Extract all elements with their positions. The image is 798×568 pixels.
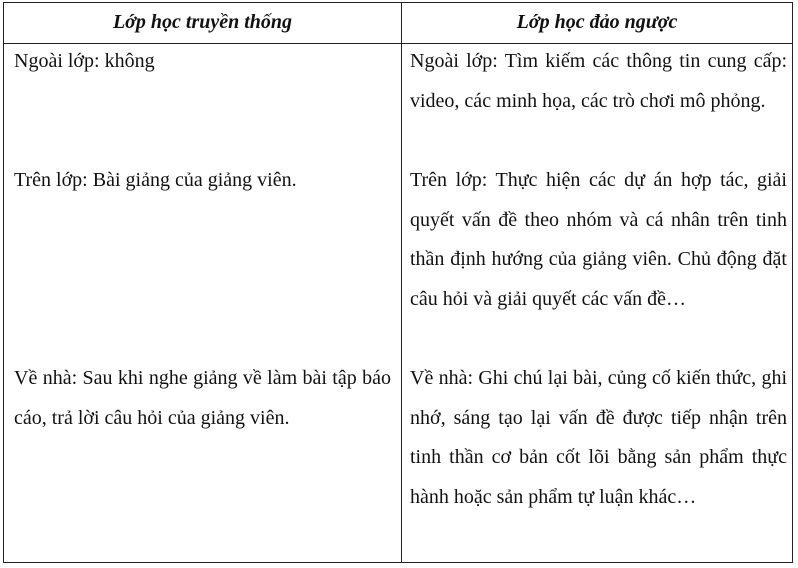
flipped-in-class: Trên lớp: Thực hiện các dự án hợp tác, giải quyết vấn đề theo nhóm và cá nhân trên tinh thần định hướng của giảng viên. Chủ động đặt câu hỏi và giải quyết các vấn đề…: [410, 169, 787, 310]
header-traditional-class: Lớp học truyền thống: [112, 11, 293, 33]
header-flipped-class: Lớp học đảo ngược: [516, 11, 678, 33]
comparison-table: [3, 2, 793, 563]
flipped-at-home: Về nhà: Ghi chú lại bài, củng cố kiến thức, ghi nhớ, sáng tạo lại vấn đề được tiếp nhận trên tinh thần cơ bản cốt lõi bằng sản phẩm thực hành hoặc sản phẩm tự luận khác…: [410, 367, 787, 508]
column-divider: [401, 3, 402, 562]
traditional-outside-class: Ngoài lớp: không: [14, 50, 155, 72]
traditional-in-class: Trên lớp: Bài giảng của giảng viên.: [14, 169, 297, 191]
flipped-outside-class: Ngoài lớp: Tìm kiếm các thông tin cung cấp: video, các minh họa, các trò chơi mô phỏng.: [410, 50, 787, 112]
traditional-at-home: Về nhà: Sau khi nghe giảng về làm bài tập báo cáo, trả lời câu hỏi của giảng viên.: [14, 367, 391, 429]
